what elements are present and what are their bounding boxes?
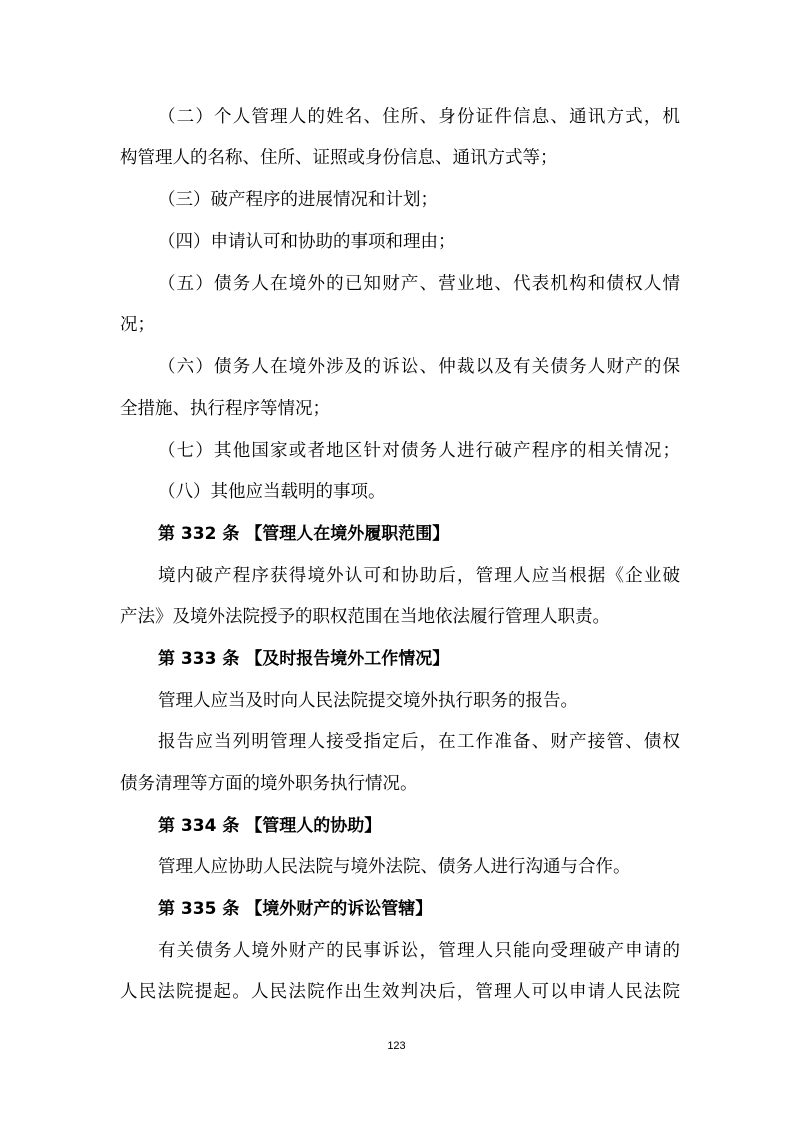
paragraph-line: （七）其他国家或者地区针对债务人进行破产程序的相关情况；	[158, 441, 680, 461]
article-heading-332: 第 332 条 【管理人在境外履职范围】	[158, 524, 450, 544]
article-heading-335: 第 335 条 【境外财产的诉讼管辖】	[158, 899, 433, 919]
page-number: 123	[387, 1040, 406, 1052]
paragraph-line: 境内破产程序获得境外认可和协助后，管理人应当根据《企业破	[158, 566, 680, 586]
paragraph-line: （三）破产程序的进展情况和计划；	[158, 190, 438, 210]
paragraph-line: 全措施、执行程序等情况；	[120, 399, 330, 419]
paragraph-line: 管理人应当及时向人民法院提交境外执行职务的报告。	[158, 691, 578, 711]
paragraph-line: （五）债务人在境外的已知财产、营业地、代表机构和债权人情	[158, 274, 680, 294]
paragraph-line: 报告应当列明管理人接受指定后，在工作准备、财产接管、债权	[158, 732, 680, 752]
paragraph-line: 管理人应协助人民法院与境外法院、债务人进行沟通与合作。	[158, 857, 631, 877]
paragraph-line: 债务清理等方面的境外职务执行情况。	[120, 774, 418, 794]
paragraph-line: 况；	[120, 315, 155, 335]
article-heading-333: 第 333 条 【及时报告境外工作情况】	[158, 649, 450, 669]
paragraph-line: （八）其他应当载明的事项。	[158, 482, 386, 502]
paragraph-line: 产法》及境外法院授予的职权范围在当地依法履行管理人职责。	[120, 607, 610, 627]
paragraph-line: 有关债务人境外财产的民事诉讼，管理人只能向受理破产申请的	[158, 941, 680, 961]
paragraph-line: 构管理人的名称、住所、证照或身份信息、通讯方式等；	[120, 148, 558, 168]
paragraph-line: （四）申请认可和协助的事项和理由；	[158, 232, 456, 252]
paragraph-line: （二）个人管理人的姓名、住所、身份证件信息、通讯方式，机	[158, 107, 680, 127]
article-heading-334: 第 334 条 【管理人的协助】	[158, 816, 382, 836]
paragraph-line: （六）债务人在境外涉及的诉讼、仲裁以及有关债务人财产的保	[158, 357, 680, 377]
paragraph-line: 人民法院提起。人民法院作出生效判决后，管理人可以申请人民法院	[120, 982, 680, 1002]
